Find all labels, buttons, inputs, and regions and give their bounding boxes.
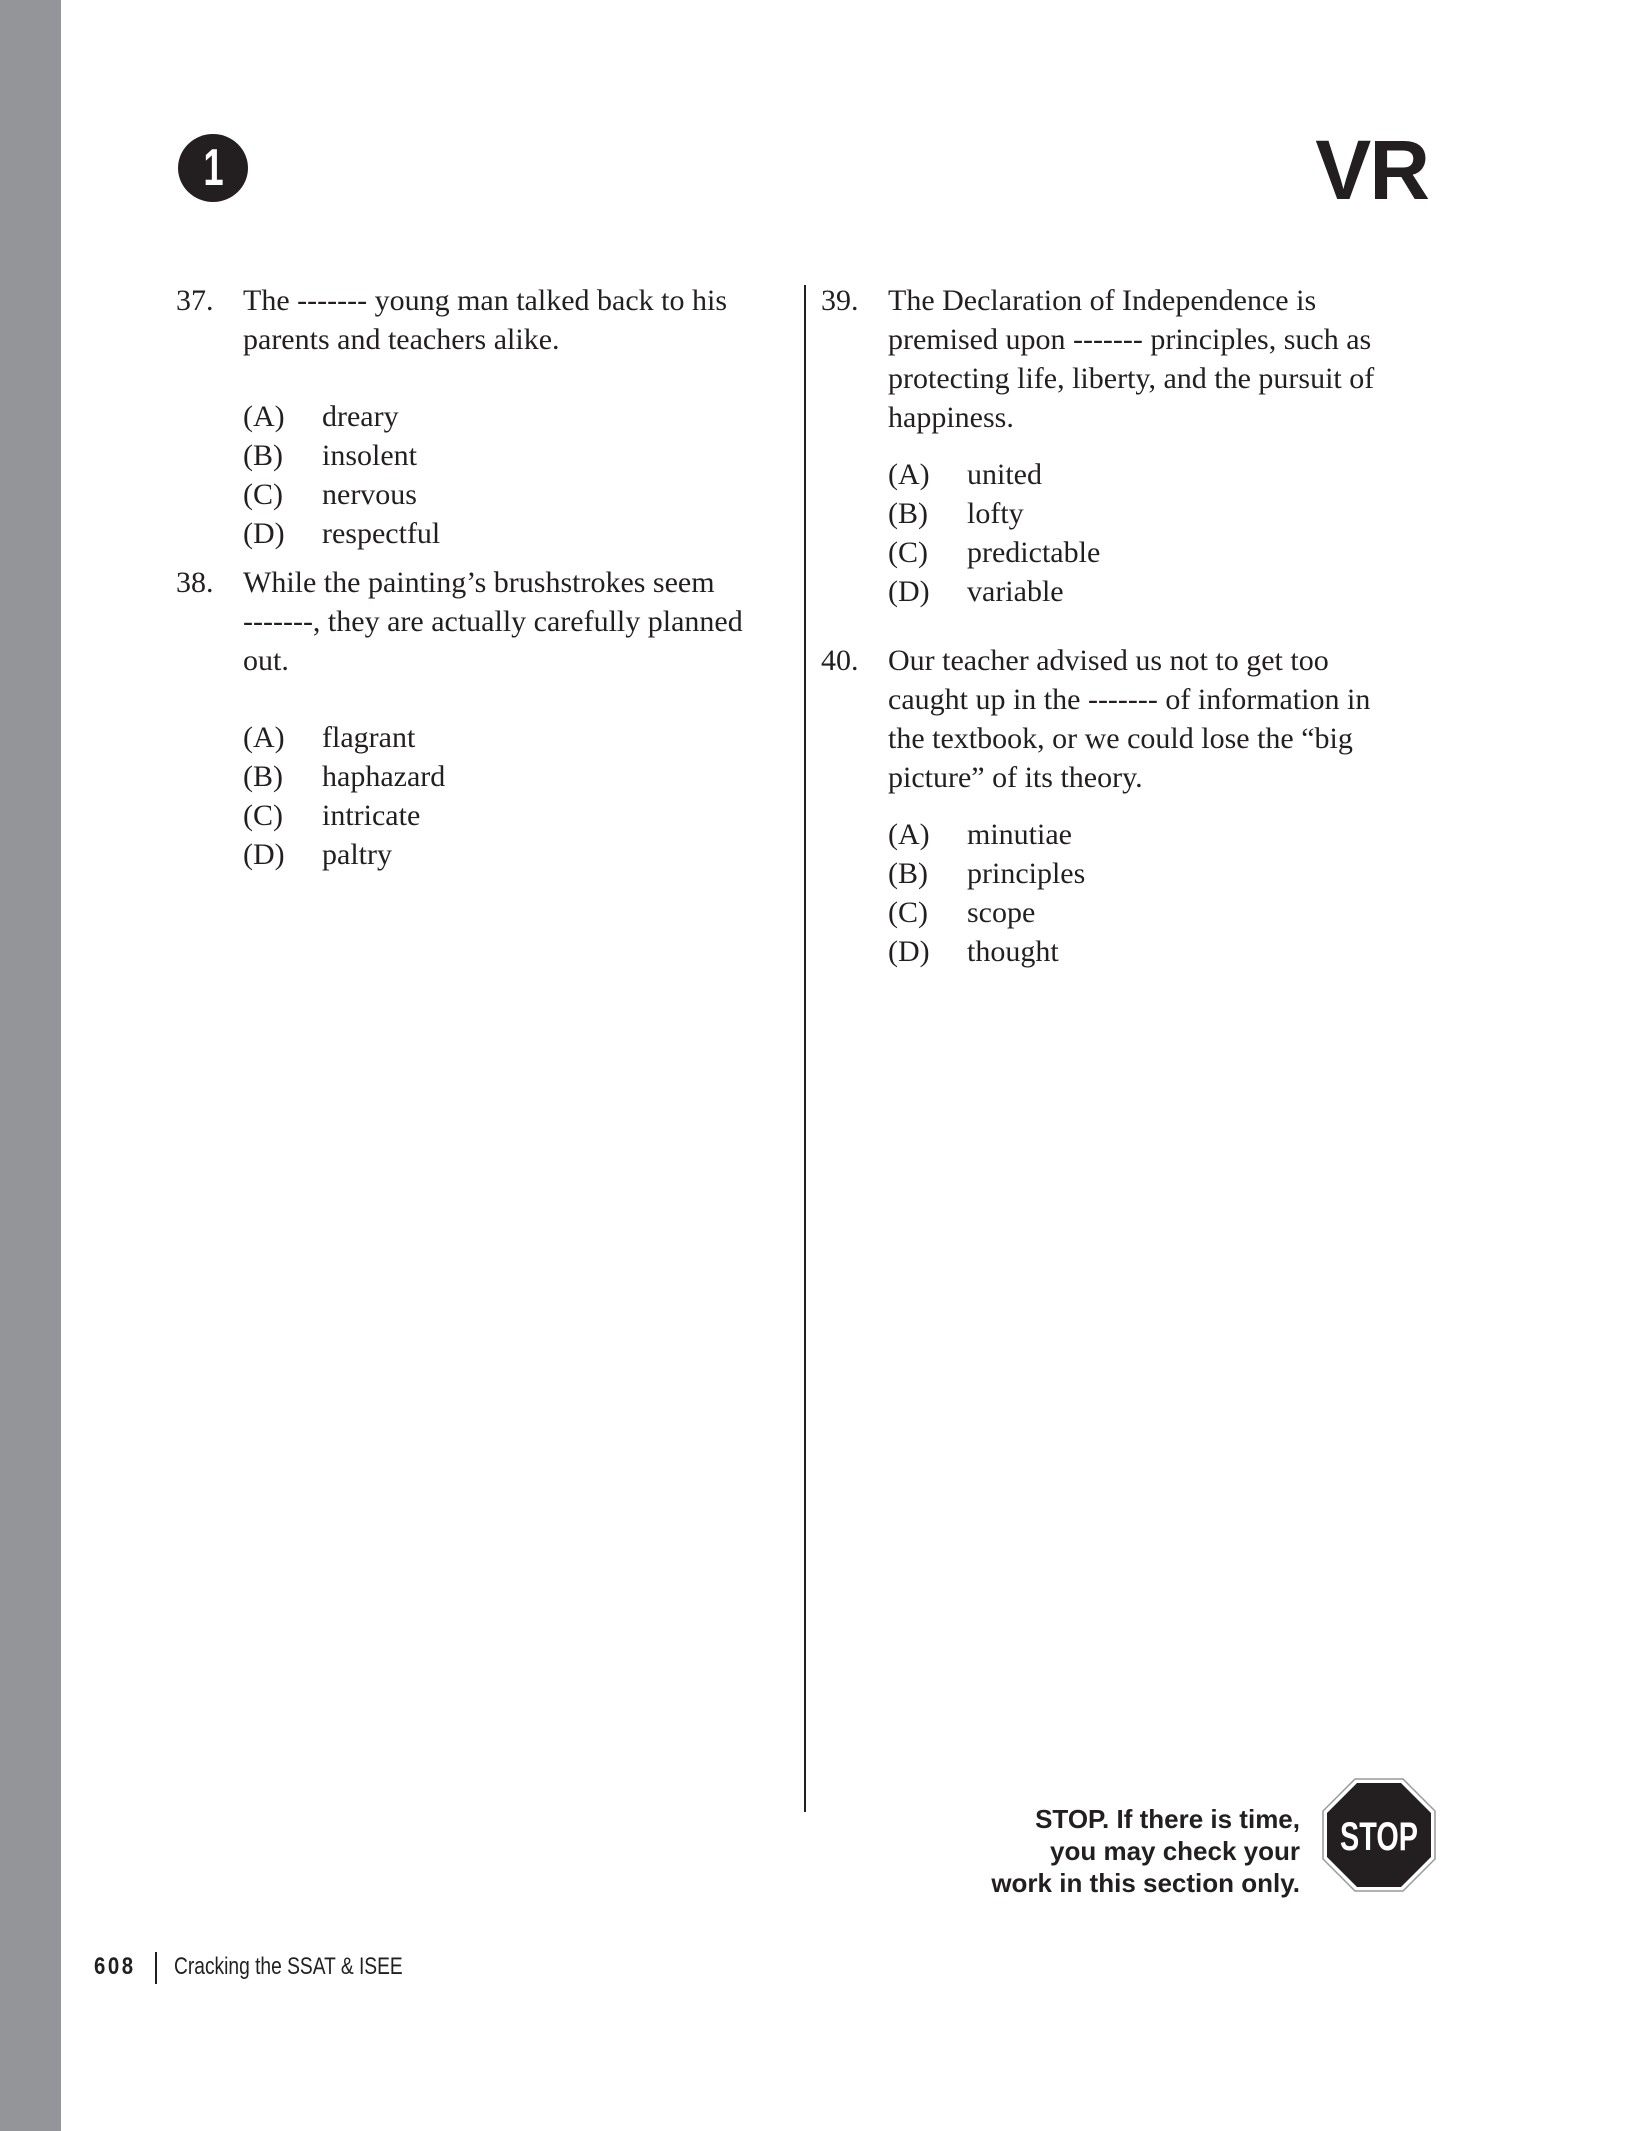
book-title: Cracking the SSAT & ISEE: [174, 1953, 403, 1980]
question-stem: [888, 641, 1370, 797]
question-number: 38.: [176, 566, 214, 599]
stem-line: the textbook, or we could lose the “big: [888, 722, 1353, 755]
choice-text: intricate: [322, 799, 421, 832]
choice-text: insolent: [322, 439, 417, 472]
stem-line: happiness.: [888, 401, 1014, 434]
column-divider: [804, 285, 806, 1812]
choice-letter: (D): [243, 517, 285, 550]
stem-line: picture” of its theory.: [888, 761, 1143, 794]
section-code: VR: [1315, 123, 1428, 217]
choice-text: variable: [967, 575, 1064, 608]
choice-text: nervous: [322, 478, 417, 511]
stem-line: The Declaration of Independence is: [888, 284, 1317, 317]
choice-letter: (C): [243, 799, 283, 832]
choice-letter: (A): [243, 721, 285, 754]
choice-text: thought: [967, 935, 1059, 968]
choice-letter: (C): [243, 478, 283, 511]
stop-sign-text: STOP: [1340, 1814, 1418, 1860]
choice-text: minutiae: [967, 818, 1072, 851]
stem-line: protecting life, liberty, and the pursuit of: [888, 362, 1375, 395]
choice-text: dreary: [322, 400, 399, 433]
page-number: 608: [94, 1953, 136, 1980]
question-stem: [888, 281, 1374, 437]
choice-text: united: [967, 458, 1042, 491]
stem-line: The ------- young man talked back to his: [243, 284, 727, 317]
choice-letter: (A): [888, 818, 930, 851]
choice-text: principles: [967, 857, 1086, 890]
stop-line: STOP. If there is time,: [1035, 1804, 1300, 1834]
stop-line: you may check your: [1050, 1836, 1300, 1866]
section-number-badge: [178, 134, 248, 202]
page-edge-bar: [0, 0, 61, 2131]
choice-letter: (B): [888, 857, 928, 890]
choice-text: haphazard: [322, 760, 446, 793]
choice-letter: (D): [888, 935, 930, 968]
choice-letter: (B): [888, 497, 928, 530]
choice-text: predictable: [967, 536, 1101, 569]
section-number: 1: [202, 139, 224, 197]
choice-letter: (C): [888, 896, 928, 929]
footer-separator: [155, 1952, 157, 1984]
choice-letter: (D): [888, 575, 930, 608]
stop-sign-icon: [1322, 1778, 1436, 1892]
stop-line: work in this section only.: [991, 1868, 1300, 1898]
stem-line: parents and teachers alike.: [243, 323, 560, 356]
choice-letter: (C): [888, 536, 928, 569]
stem-line: Our teacher advised us not to get too: [888, 644, 1329, 677]
choice-text: scope: [967, 896, 1036, 929]
question-number: 37.: [176, 284, 214, 317]
question-stem: [243, 281, 727, 359]
question-number: 40.: [821, 644, 859, 677]
stem-line: out.: [243, 644, 289, 677]
stem-line: -------, they are actually carefully planned: [243, 605, 743, 638]
choice-text: paltry: [322, 838, 392, 871]
stem-line: caught up in the ------- of information in: [888, 683, 1371, 716]
choice-letter: (B): [243, 760, 283, 793]
choice-text: lofty: [967, 497, 1024, 530]
question-stem: [243, 563, 743, 680]
choice-letter: (D): [243, 838, 285, 871]
question-number: 39.: [821, 284, 859, 317]
choice-letter: (A): [888, 458, 930, 491]
stop-message: [991, 1803, 1300, 1899]
choice-letter: (A): [243, 400, 285, 433]
stem-line: premised upon ------- principles, such as: [888, 323, 1372, 356]
stem-line: While the painting’s brushstrokes seem: [243, 566, 715, 599]
choice-letter: (B): [243, 439, 283, 472]
choice-text: flagrant: [322, 721, 416, 754]
choice-text: respectful: [322, 517, 441, 550]
page-footer: [94, 1952, 403, 1982]
